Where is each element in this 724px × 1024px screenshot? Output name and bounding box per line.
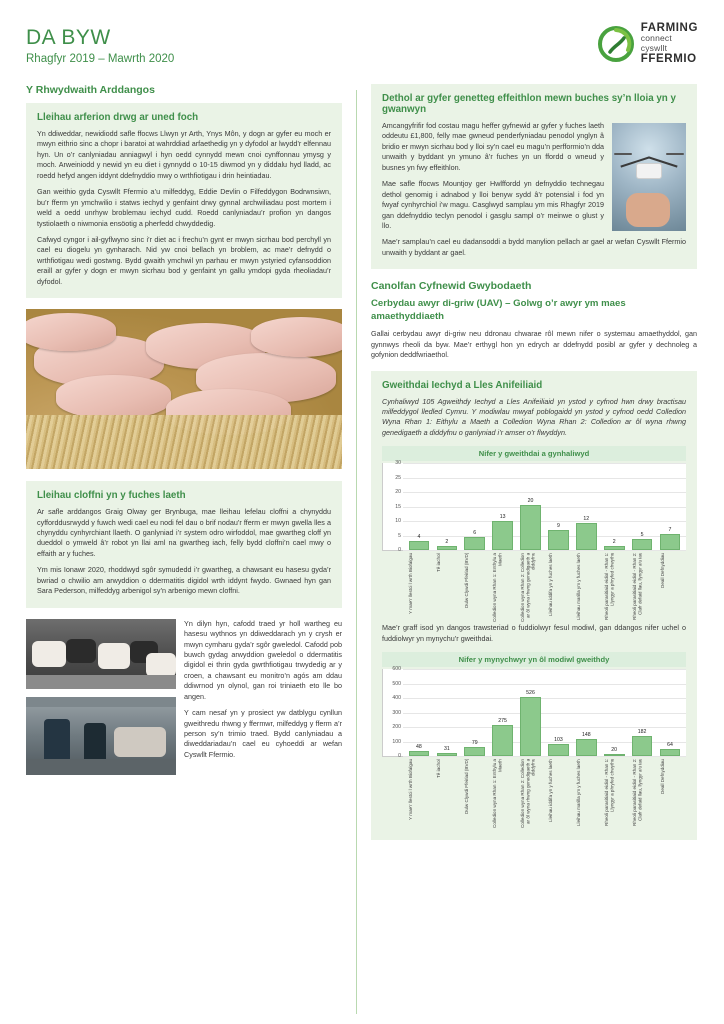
bar-value-label: 6 [473, 529, 477, 536]
y-tick-label: 500 [392, 680, 401, 687]
article-paragraph: Mae safle ffocws Mountjoy ger Hwlffordd yn defnyddio technegau dethol genomig i adnabod y lloi benyw sydd â’r potensial i fod yn fwyaf cynhyrchiol i’w magu. Casglwyd samplau ym mis Rhagfyr 2019 gan ddefnyddio teclyn penodol i gasglu sampl o’r meinwe o glust y llo. [382, 179, 604, 230]
x-tick-label: Y mae'r llestci l wrth Biofalgau [407, 553, 413, 615]
bar-value-label: 2 [445, 538, 449, 545]
right-column [357, 84, 697, 1014]
bar-value-label: 9 [556, 522, 560, 529]
bar-group [548, 463, 569, 550]
bar-value-label: 12 [583, 516, 590, 523]
left-column [26, 84, 356, 1014]
bar-value-label: 182 [637, 728, 647, 735]
x-tick-label: Deall Defnyddiau [659, 553, 665, 589]
bar-group [632, 669, 653, 756]
uav-article-title: Cerbydau awyr di-griw (UAV) – Golwg o’r awyr ym maes amaethyddiaeth [371, 298, 626, 322]
bar-group [660, 463, 681, 550]
chart-workshops-held [382, 446, 686, 623]
article-paragraph: Cafwyd cyngor i ail-gyflwyno sinc i’r diet ac i frechu’n gynt er mwyn sicrhau bod perchyll yn cael eu diogelu yn gynharach. Nid yw cnoi bellach yn broblem, ac mae’r defnydd o wrthfiotigau wedi gostwng. Bydd gwaith ymchwil yn parhau er mwyn ystyried cyfansoddion eraill ar gyfer y dogn er mwyn sicrhau bod y genfaint yn gallu ymdopi gyda rheoliadau’r dyfodol. [37, 234, 331, 286]
photo-hand-holding-drone [612, 123, 686, 231]
photo-column [26, 619, 176, 775]
x-tick-label: Y mae'r llestci l wrth Biofalgau [407, 759, 413, 821]
article-paragraph: Ar safle arddangos Graig Olway ger Brynbuga, mae lleihau lefelau cloffni a chynyddu cyfforddusrwydd y fuwch wedi cael eu nodi fel dau o brif nodau’r fferm er mwyn gwella lles a chynyddu cynhyrchiant llaeth. O ganlyniad i’r system odro wirfoddol, mae gwartheg cloff yn dueddol o ymweld â’r robot yn llai aml na gwartheg iach, felly bydd cloffni’n cael mwy o effaith ar y fuches. [37, 507, 331, 558]
chart-plot-area [382, 666, 686, 760]
page-header [26, 22, 698, 84]
article-paragraph: Yn dilyn hyn, cafodd traed yr holl wartheg eu hasesu wythnos yn ddiweddarach yn y crysh er mwyn cymharu gyda’r sgôr gweledol. Cafodd pob buwch gydag arwyddion gweledol o ddermatitis digidol ei thrin gyda gwrthfiotigau trwydedig ar y croen, a chawsant eu monitro’n agós am ddau ddiwrnod yn olynol, gan roi triniaeth eto lle bo angen. [184, 618, 342, 701]
y-tick-label: 10 [395, 518, 401, 525]
page-title: DA BYW [26, 26, 111, 49]
photo-vet-in-crush [26, 697, 176, 775]
bar [520, 697, 541, 756]
bar [548, 530, 569, 550]
bar-value-label: 4 [417, 534, 421, 541]
bar-value-label: 103 [554, 737, 563, 744]
x-tick-label: Dulw Clywdi Ffeiriad (BVD) [463, 759, 469, 815]
chart-title: Nifer y gweithdai a gynhaliwyd [382, 446, 686, 461]
article-card-pig-unit [26, 103, 342, 298]
y-tick-label: 0 [398, 547, 401, 554]
straw-bedding [26, 415, 342, 469]
bar-value-label: 148 [581, 732, 591, 739]
y-tick-label: 15 [395, 503, 401, 510]
bar-group [604, 463, 625, 550]
x-tick-label: Lleihau marilla ym y fuches laeth [575, 553, 581, 620]
bar-group [632, 463, 653, 550]
y-tick-label: 600 [392, 666, 401, 673]
bar-group [409, 669, 430, 756]
section-heading-demonstration-network: Y Rhwydwaith Arddangos [26, 84, 155, 96]
y-tick-label: 5 [398, 532, 401, 539]
y-tick-label: 25 [395, 474, 401, 481]
article-title: Dethol ar gyfer genetteg effeithlon mewn buches sy’n lloia yn y gwanwyn [382, 93, 676, 115]
photo-and-text-row [26, 619, 342, 775]
article-paragraph: Amcangyfrifir fod costau magu heffer gyfnewid ar gyfer y fuches laeth oddeutu £1,800, felly mae gwneud penderfyniadau penodol ynglyn â bridio er mwyn sicrhau bod y lloi sy’n cael eu magu’n perfformio’n dda unwaith y byddant yn ymuno â’r fuches yn un ffordd o wneud y busnes yn fwy effeithlon. [382, 121, 604, 172]
article-paragraph: Y cam nesaf yn y prosiect yw datblygu cynllun gweithredu rhwng y ffermwr, milfeddyg y fferm a’r person sy’n trimio traed. Bydd canlyniadau a diweddariadau’n cael eu cyhoeddi ar wefan Cyswllt Ffermio. [184, 708, 342, 759]
bar-value-label: 64 [667, 741, 673, 748]
bar [576, 523, 597, 550]
bar [660, 534, 681, 550]
bar-value-label: 275 [498, 718, 507, 725]
bar-value-label: 79 [471, 740, 478, 747]
y-tick-label: 200 [392, 724, 401, 731]
photo-pigs-in-pen [26, 309, 342, 469]
bar-group [437, 463, 458, 550]
bar-group [492, 463, 513, 550]
y-tick-label: 20 [395, 489, 401, 496]
x-tick-label: Rheoli parasitiaid eidiol - Rhan 1: Llyngyr a phryfed chwythu [603, 553, 614, 621]
article-title: Lleihau arferion drwg ar uned foch [37, 112, 199, 123]
y-tick-label: 300 [392, 709, 401, 716]
gridline [403, 550, 686, 551]
bar-group [464, 669, 485, 756]
article-paragraph: Ym mis Ionawr 2020, rhoddwyd sgôr symudedd i’r gwartheg, a chawsant eu hasesu gyda’r bwriad o chwilio am arwyddion o ddermatitis digidol wrth iddynt fwydo. Gwnaed hyn gan Sara Pederson, milfeddyg arbenigol sy’n arbenigo mewn cloffni. [37, 565, 331, 596]
chart-attendees-by-module [382, 652, 686, 829]
x-tick-label: Lleihau iddifa yn y fuches laeth [547, 759, 553, 822]
chart-title: Nifer y mynychwyr yn ôl modiwl gweithdy [382, 652, 686, 667]
bar [492, 521, 513, 550]
article-paragraph: Yn ddiweddar, newidiodd safle ffocws Llwyn yr Arth, Ynys Môn, y dogn ar gyfer eu moch er mwyn eithrio sinc a chopr i baratoi at wahrddiad arfaethedig yn y dyfodol ar lwydd’r elfennau hyn. Un o’r canlyniadau anniagwyl i hyn oedd cynnydd mewn cnoi cynffonnau ymysg y moch. Arweiniodd y newid yn eu diet i gynnydd o 10-15 diwmod yn y diddalu hyd lladd, ac roedd hefyd angen iddynt ddefnyddio mwy o wrthfiotigau i drin heintiadau. [37, 129, 331, 180]
x-tick-label: Colledion wyna Rhan 2: Colledion ar ôl wyna rhwng genedigaeth a diddyfnu [519, 553, 536, 623]
y-tick-label: 30 [395, 460, 401, 467]
x-tick-label: Deall Defnyddiau [659, 759, 665, 795]
y-tick-label: 0 [398, 753, 401, 760]
x-tick-label: Dulw Clywdi Ffeiriad (BVD) [463, 553, 469, 609]
bar-value-label: 2 [612, 538, 616, 545]
bar [437, 753, 458, 757]
bar-value-label: 48 [416, 743, 422, 750]
bar [492, 725, 513, 756]
x-tick-label: Colledion wyna Rhan 1: Enthylu a Maeth [491, 553, 502, 623]
farming-connect-logo [598, 22, 698, 65]
bar-group [520, 669, 541, 756]
bar [409, 541, 430, 550]
lameness-side-text [184, 619, 342, 775]
title-block [26, 22, 174, 65]
x-tick-label: Rheoli parasitiaid eidiol - Rhan 2: Clafr defaid llau, llyngyr a'u iau [631, 553, 642, 621]
bar-group [409, 463, 430, 550]
bar-group [660, 669, 681, 756]
bar [464, 747, 485, 756]
bar-value-label: 31 [443, 745, 450, 752]
bar [632, 539, 653, 550]
bars-container [403, 669, 686, 756]
logo-line-3: cyswllt [640, 42, 668, 53]
logo-line-4: FFERMIO [640, 52, 697, 65]
uav-article-paragraph: Gallai cerbydau awyr di-griw neu ddronau chwarae rôl mewn nifer o systemau amaethyddol, gan gynnwys rheoli da byw. Mae’r erthygl hon yn edrych ar ddefnydd posibl ar gyfer y dechnoleg a gofynion deddfwriaethol. [371, 329, 697, 360]
bar-value-label: 20 [611, 746, 618, 753]
bar [576, 739, 597, 756]
x-tick-label: Colledion wyna Rhan 1: Enthylu a Maeth [491, 759, 502, 829]
bar [464, 537, 485, 551]
x-tick-label: Lleihau marilla ym y fuches laeth [575, 759, 581, 826]
logo-line-2: connect [640, 33, 672, 44]
chart-caption: Mae’r graff isod yn dangos trawsteriad o fuddiolwyr fesul modiwl, gan ddangos nifer uchel o fuddiolwyr yn mynychu’r gweithdai. [382, 623, 686, 643]
gridline [403, 756, 686, 757]
bar-value-label: 7 [668, 527, 672, 534]
bar [660, 749, 681, 756]
swirl-logo-icon [598, 26, 634, 62]
bar-value-label: 20 [527, 498, 534, 505]
bar-value-label: 5 [640, 531, 644, 538]
content-columns [26, 84, 698, 1014]
x-tick-label: Tê iachol [435, 553, 441, 572]
x-tick-label: Rheoli parasitiaid eidiol - Rhan 2: Clafr defaid llau, llyngyr a'u iau [631, 759, 642, 827]
bar [520, 505, 541, 550]
x-axis-labels [382, 757, 686, 829]
page-subtitle: Rhagfyr 2019 – Mawrth 2020 [26, 53, 175, 65]
y-tick-label: 100 [392, 738, 401, 745]
bars-container [403, 463, 686, 550]
photo-cows-feeding [26, 619, 176, 689]
x-tick-label: Tê iachol [435, 759, 441, 778]
section-heading-knowledge-exchange: Canolfan Cyfnewid Gwybodaeth [371, 280, 532, 293]
bar-group [437, 669, 458, 756]
x-tick-label: Colledion wyna Rhan 2: Colledion ar ôl wyna rhwng genedigaeth a diddyfnu [519, 759, 536, 829]
bar [632, 736, 653, 757]
y-axis-labels [383, 666, 403, 760]
bar [437, 546, 458, 551]
article-title: Gweithdai Iechyd a Lles Anifeiliaid [382, 379, 543, 391]
y-tick-label: 400 [392, 695, 401, 702]
bar [409, 751, 430, 756]
article-paragraph: Mae’r samplau’n cael eu dadansoddi a bydd manylion pellach ar gael ar wefan Cyswllt Ffermio unwaith y byddant ar gael. [382, 237, 686, 257]
bar [604, 546, 625, 551]
article-title: Lleihau cloffni yn y fuches laeth [37, 490, 186, 502]
logo-wordmark [641, 22, 698, 65]
bar-group [548, 669, 569, 756]
bar-value-label: 13 [499, 513, 506, 520]
bar-group [464, 463, 485, 550]
bar [604, 754, 625, 756]
article-card-animal-health-workshops [371, 371, 697, 841]
logo-line-1: FARMING [640, 22, 698, 34]
article-card-genetics [371, 84, 697, 269]
x-tick-label: Lleihau iddifa yn y fuches laeth [547, 553, 553, 617]
article-paragraph: Gan weithio gyda Cyswllt Ffermio a’u milfeddyg, Eddie Devlin o Filfeddygon Bodrwnsiwn, bu’r fferm yn ymchwilio i statws iechyd y genfaint drwy gynnal archwiliadau post mortem i weld a oedd unrhyw broblemau iechyd cudd. Roedd canlyniadau’r profion yn dangos tystiolaeth o niwmonia ensöotig a pherfedd chwyddedig. [37, 187, 331, 228]
y-axis-labels [383, 460, 403, 554]
bar-value-label: 526 [526, 689, 535, 696]
article-paragraph: Cynhaliwyd 105 Agweithdy Iechyd a Lles Anifeiliaid yn ystod y cyfnod hwn drwy bractisau milfeddygol lledled Cymru. Y modiwlau mwyaf poblogaidd yn ystod y cyfnod oedd Colledion Wyna Rhan 1: Eithylu a Maeth a Colledion Wyna Rhan 2: Colledion ar ôl wyna rhwng genedigaeth a diddyfnu o ganlyniad i’r amser o’r flwyddyn. [382, 396, 686, 437]
bar-group [520, 463, 541, 550]
bar-group [576, 669, 597, 756]
bar-group [604, 669, 625, 756]
bar-group [576, 463, 597, 550]
article-card-lameness [26, 481, 342, 608]
chart-plot-area [382, 460, 686, 554]
bar [548, 744, 569, 756]
bar-group [492, 669, 513, 756]
x-axis-labels [382, 551, 686, 623]
x-tick-label: Rheoli parasitiaid eidiol - Rhan 1: Llyngyr a phryfed chwythu [603, 759, 614, 827]
